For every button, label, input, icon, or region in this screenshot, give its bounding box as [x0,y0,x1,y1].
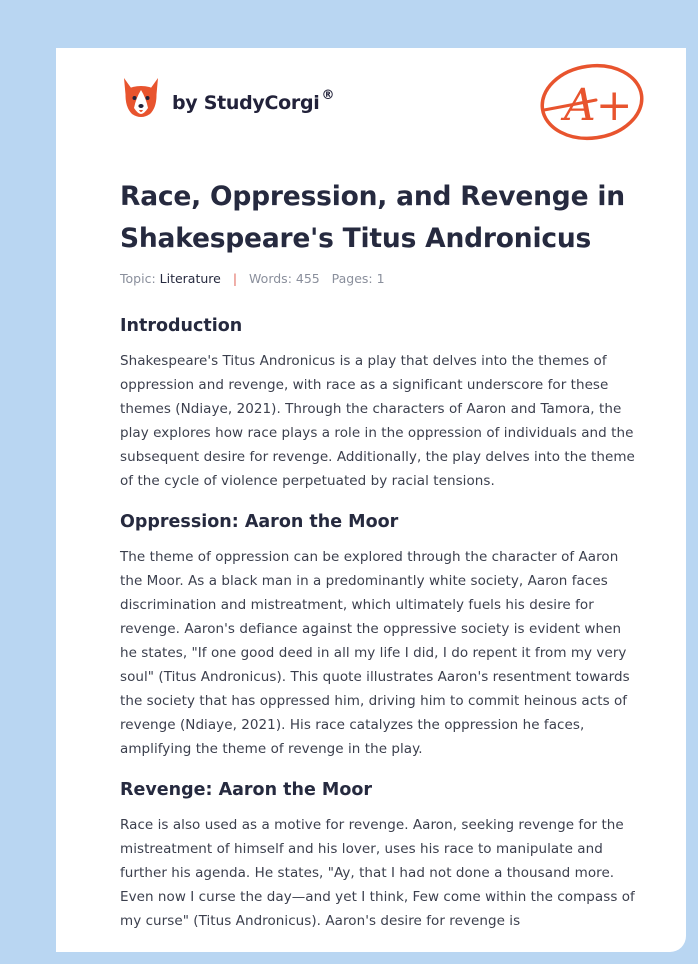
section-heading: Introduction [120,316,243,336]
page-count: Pages: 1 [331,271,385,286]
meta-separator: | [232,271,238,286]
logo-text: by StudyCorgi ® [172,88,335,114]
topic-label: Topic: [120,271,156,286]
corgi-logo-icon [120,76,162,120]
header [120,76,648,146]
section-paragraph: The theme of oppression can be explored through the character of Aaron the Moor. As a black man in a predominantly white society, Aaron faces discrimination and mistreatment, which ultimately fuels his desire for revenge. Aaron's defiance against the oppressive society is evident when he states, "If one good deed in all my life I did, I do repent it from my very soul" (Titus Andronicus). This quote illustrates Aaron's resentment towards the society that has oppressed him, driving him to commit heinous acts of revenge (Ndiaye, 2021). His race catalyzes the oppression he faces, amplifying the theme of revenge in the play. [120,549,630,757]
a-plus-grade-badge [536,60,648,142]
studycorgi-logo[interactable] [120,76,334,120]
article-title: Race, Oppression, and Revenge in Shakespeare's Titus Andronicus [120,181,625,254]
registered-mark: ® [321,88,335,103]
word-count: Words: 455 [249,271,320,286]
document-page [56,48,686,952]
section-paragraph: Race is also used as a motive for revenge. Aaron, seeking revenge for the mistreatment of himself and his lover, uses his race to manipulate and further his agenda. He states, "Ay, that I had not done a thousand more. Even now I curse the day—and yet I think, Few come within the compass of my curse" (Titus Andronicus). Aaron's desire for revenge is [120,817,635,929]
topic-link[interactable]: Literature [159,271,221,286]
article [120,176,636,933]
section-paragraph: Shakespeare's Titus Andronicus is a play that delves into the themes of oppression and revenge, with race as a significant underscore for these themes (Ndiaye, 2021). Through the characters of Aaron and Tamora, the play explores how race plays a role in the oppression of individuals and the subsequent desire for revenge. Additionally, the play delves into the theme of the cycle of violence perpetuated by racial tensions. [120,353,635,489]
section-heading: Oppression: Aaron the Moor [120,512,399,532]
section-heading: Revenge: Aaron the Moor [120,780,372,800]
grade-badge-text: A+ [564,80,633,131]
article-meta [120,270,636,288]
